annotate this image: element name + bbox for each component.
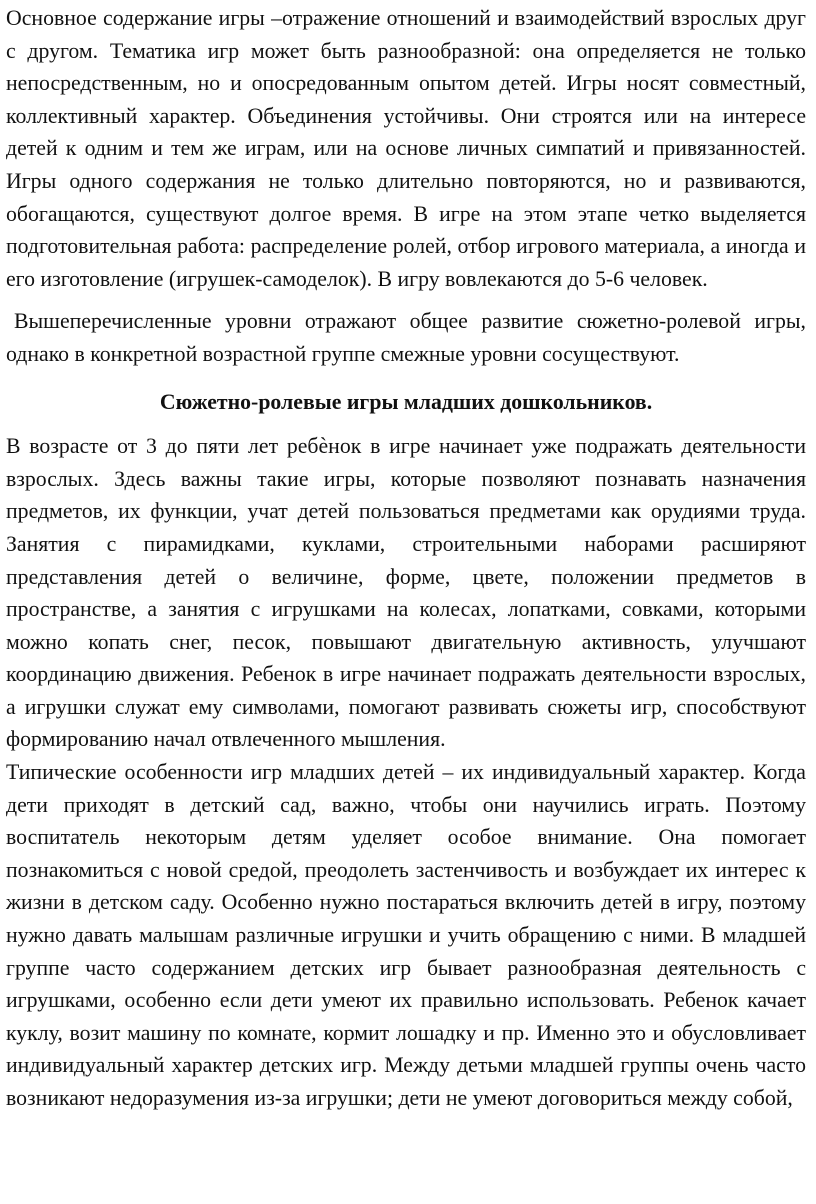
paragraph-typical-features: Типические особенности игр младших детей – их индивидуальный характер. Когда дети приходят в детский сад, важно, чтобы они научились играть. Поэтому воспитатель некоторым детям уделяет особое внимание. Она помогает познакомиться с новой средой, преодолеть застенчивость и возбуждает их интерес к жизни в детском саду. Особенно нужно постараться включить детей в игру, поэтому нужно давать малышам различные игрушки и учить обращению с ними. В младшей группе часто содержанием детских игр бывает разнообразная деятельность с игрушками, особенно если дети умеют их правильно использовать. Ребенок качает куклу, возит машину по комнате, кормит лошадку и пр. Именно это и обусловливает индивидуальный характер детских игр. Между детьми младшей группы очень часто возникают недоразумения из-за игрушки; дети не умеют договориться между собой, bbox=[6, 760, 806, 1110]
section-heading: Сюжетно-ролевые игры младших дошкольников. bbox=[159, 389, 653, 414]
paragraph-levels-summary: Вышеперечисленные уровни отражают общее развитие сюжетно-ролевой игры, однако в конкретной возрастной группе смежные уровни сосуществуют. bbox=[6, 309, 806, 366]
paragraph-game-content: Основное содержание игры –отражение отношений и взаимодействий взрослых друг с другом. Тематика игр может быть разнообразной: она определяется не только непосредственным, но и опосредованным опытом детей. Игры носят совместный, коллективный характер. Объединения устойчивы. Они строятся или на интересе детей к одним и тем же играм, или на основе личных симпатий и привязанностей. Игры одного содержания не только длительно повторяются, но и развиваются, обогащаются, существуют долгое время. В игре на этом этапе четко выделяется подготовительная работа: распределение ролей, отбор игрового материала, а иногда и его изготовление (игрушек-самоделок). В игру вовлекаются до 5-6 человек. bbox=[6, 6, 806, 291]
paragraph-age-3-5: В возрасте от 3 до пяти лет ребѐнок в игре начинает уже подражать деятельности взрослых. Здесь важны такие игры, которые позволяют познавать назначения предметов, их функции, учат детей пользоваться предметами как орудиями труда. Занятия с пирамидками, куклами, строительными наборами расширяют представления детей о величине, форме, цвете, положении предметов в пространстве, а занятия с игрушками на колесах, лопатками, совками, которыми можно копать снег, песок, повышают двигательную активность, улучшают координацию движения. Ребенок в игре начинает подражать деятельности взрослых, а игрушки служат ему символами, помогают развивать сюжеты игр, способствуют формированию начал отвлеченного мышления. bbox=[6, 434, 806, 752]
document-page bbox=[6, 0, 806, 1115]
